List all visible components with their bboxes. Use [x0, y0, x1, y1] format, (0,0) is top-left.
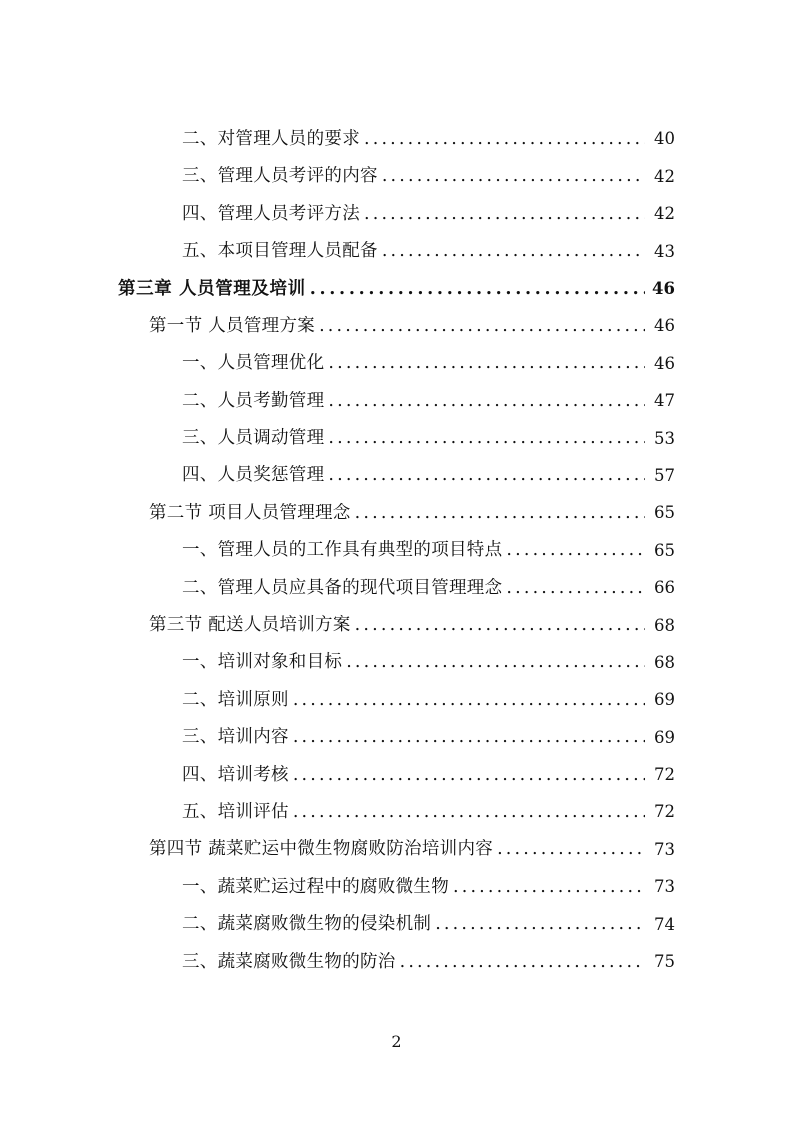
- dot-leader: [506, 580, 645, 598]
- dot-leader: [355, 505, 645, 523]
- toc-entry-item[interactable]: [0, 570, 793, 607]
- dot-leader: [382, 168, 645, 186]
- toc-entry-title: 三、人员调动管理: [182, 428, 325, 449]
- toc-entry-page-number: 40: [654, 129, 675, 149]
- toc-entry-title: 二、蔬菜腐败微生物的侵染机制: [182, 914, 432, 935]
- toc-entry-title: 一、管理人员的工作具有典型的项目特点: [182, 540, 503, 561]
- toc-entry-title: 第三节 配送人员培训方案: [149, 615, 351, 636]
- toc-entry-section[interactable]: [0, 495, 793, 532]
- dot-leader: [346, 654, 645, 672]
- toc-entry-page-number: 74: [654, 914, 675, 934]
- toc-entry-page-number: 43: [654, 241, 675, 261]
- page-number: 2: [391, 1032, 402, 1051]
- toc-entry-title: 三、蔬菜腐败微生物的防治: [182, 951, 396, 972]
- toc-entry-page-number: 53: [654, 428, 675, 448]
- toc-entry-page-number: 46: [654, 353, 675, 373]
- table-of-contents: [0, 121, 793, 981]
- toc-entry-title: 四、管理人员考评方法: [182, 203, 360, 224]
- toc-entry-item[interactable]: [0, 233, 793, 270]
- toc-entry-page-number: 65: [654, 503, 675, 523]
- toc-entry-page-number: 47: [654, 391, 675, 411]
- toc-entry-page-number: 73: [654, 877, 675, 897]
- dot-leader: [328, 467, 645, 485]
- toc-entry-item[interactable]: [0, 383, 793, 420]
- toc-entry-title: 第三章 人员管理及培训: [118, 278, 306, 299]
- toc-entry-section[interactable]: [0, 308, 793, 345]
- toc-entry-page-number: 68: [654, 652, 675, 672]
- dot-leader: [328, 393, 645, 411]
- toc-entry-title: 第二节 项目人员管理理念: [149, 502, 351, 523]
- toc-entry-item[interactable]: [0, 794, 793, 831]
- toc-entry-title: 五、本项目管理人员配备: [182, 241, 378, 262]
- toc-entry-section[interactable]: [0, 607, 793, 644]
- toc-entry-title: 一、人员管理优化: [182, 353, 325, 374]
- toc-entry-page-number: 75: [654, 952, 675, 972]
- toc-entry-page-number: 73: [654, 839, 675, 859]
- toc-entry-page-number: 42: [654, 204, 675, 224]
- toc-entry-item[interactable]: [0, 869, 793, 906]
- toc-entry-title: 一、培训对象和目标: [182, 652, 343, 673]
- toc-entry-chapter[interactable]: [0, 271, 793, 308]
- dot-leader: [364, 131, 645, 149]
- toc-entry-item[interactable]: [0, 906, 793, 943]
- toc-entry-page-number: 65: [654, 540, 675, 560]
- dot-leader: [453, 879, 645, 897]
- toc-entry-page-number: 46: [654, 316, 675, 336]
- toc-entry-item[interactable]: [0, 944, 793, 981]
- toc-entry-title: 四、培训考核: [182, 764, 289, 785]
- toc-entry-page-number: 42: [654, 166, 675, 186]
- toc-entry-title: 二、人员考勤管理: [182, 390, 325, 411]
- toc-entry-section[interactable]: [0, 831, 793, 868]
- toc-entry-item[interactable]: [0, 719, 793, 756]
- toc-entry-page-number: 72: [654, 802, 675, 822]
- dot-leader: [497, 841, 645, 859]
- toc-entry-title: 三、管理人员考评的内容: [182, 166, 378, 187]
- toc-entry-item[interactable]: [0, 682, 793, 719]
- toc-entry-title: 第一节 人员管理方案: [149, 315, 316, 336]
- toc-entry-page-number: 72: [654, 765, 675, 785]
- toc-entry-page-number: 68: [654, 615, 675, 635]
- toc-entry-page-number: 66: [654, 578, 675, 598]
- dot-leader: [328, 430, 645, 448]
- dot-leader: [293, 692, 645, 710]
- toc-entry-item[interactable]: [0, 458, 793, 495]
- toc-entry-title: 第四节 蔬菜贮运中微生物腐败防治培训内容: [149, 839, 494, 860]
- dot-leader: [293, 767, 645, 785]
- dot-leader: [506, 542, 645, 560]
- toc-entry-title: 五、培训评估: [182, 801, 289, 822]
- dot-leader: [400, 954, 645, 972]
- dot-leader: [293, 804, 645, 822]
- toc-entry-page-number: 46: [652, 279, 675, 298]
- toc-entry-item[interactable]: [0, 196, 793, 233]
- dot-leader: [310, 281, 645, 299]
- toc-entry-item[interactable]: [0, 532, 793, 569]
- dot-leader: [382, 243, 645, 261]
- toc-entry-page-number: 69: [654, 690, 675, 710]
- toc-entry-title: 四、人员奖惩管理: [182, 465, 325, 486]
- toc-entry-title: 二、对管理人员的要求: [182, 128, 360, 149]
- dot-leader: [328, 355, 645, 373]
- toc-entry-item[interactable]: [0, 158, 793, 195]
- toc-entry-title: 三、培训内容: [182, 727, 289, 748]
- toc-entry-title: 二、管理人员应具备的现代项目管理理念: [182, 577, 503, 598]
- dot-leader: [355, 617, 645, 635]
- toc-entry-page-number: 57: [654, 465, 675, 485]
- toc-entry-item[interactable]: [0, 757, 793, 794]
- dot-leader: [364, 206, 645, 224]
- toc-entry-page-number: 69: [654, 727, 675, 747]
- toc-entry-item[interactable]: [0, 420, 793, 457]
- toc-entry-title: 二、培训原则: [182, 689, 289, 710]
- dot-leader: [435, 916, 645, 934]
- toc-entry-item[interactable]: [0, 121, 793, 158]
- dot-leader: [293, 729, 645, 747]
- toc-entry-item[interactable]: [0, 644, 793, 681]
- dot-leader: [319, 318, 645, 336]
- toc-entry-item[interactable]: [0, 345, 793, 382]
- toc-entry-title: 一、蔬菜贮运过程中的腐败微生物: [182, 876, 449, 897]
